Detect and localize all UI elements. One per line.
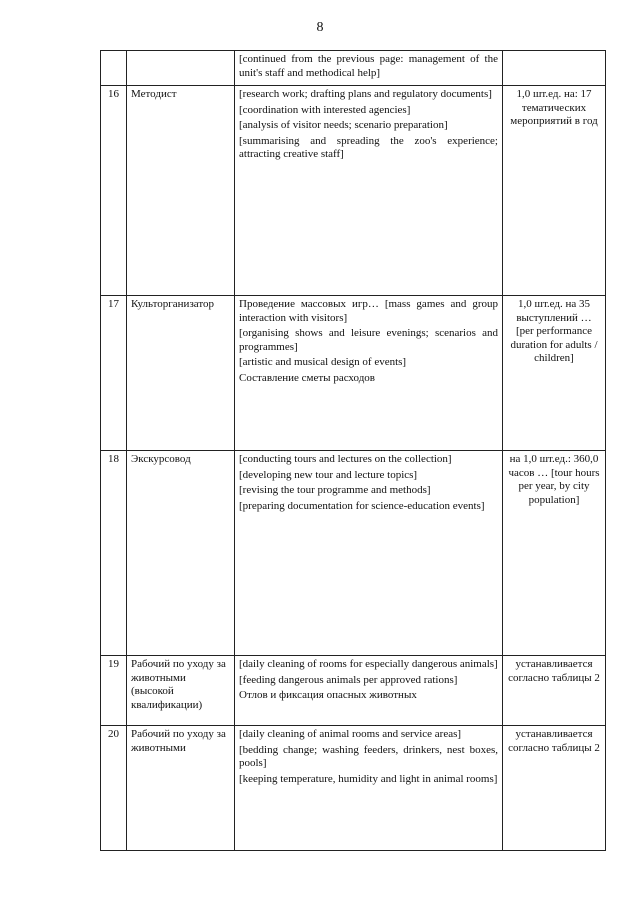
duty-line: Отлов и фиксация опасных животных [239, 689, 417, 701]
duty-line: Проведение массовых игр… [mass games and group interaction with visitors] [239, 298, 498, 324]
staff-norm: 1,0 шт.ед. на: 17 тематических мероприятий в год [503, 86, 606, 296]
duty-line: [developing new tour and lecture topics] [239, 468, 418, 481]
duties-cell [235, 51, 503, 86]
duty-line: [analysis of visitor needs; scenario preparation] [239, 119, 448, 131]
staff-norm [503, 51, 606, 86]
table-row [101, 51, 606, 86]
duty-line: [coordination with interested agencies] [239, 103, 411, 116]
duty-line: [summarising and spreading the zoo's experience; attracting creative staff] [239, 134, 498, 160]
row-number: 17 [101, 296, 127, 451]
duty-line: [preparing documentation for science-education events] [239, 499, 485, 512]
position-title: Культорганизатор [127, 296, 235, 451]
position-title: Рабочий по уходу за животными [127, 726, 235, 851]
duty-line: [artistic and musical design of events] [239, 356, 407, 368]
staff-norm: устанавливается согласно таблицы 2 [503, 726, 606, 851]
position-title [127, 51, 235, 86]
duty-line: [revising the tour programme and methods] [239, 484, 431, 496]
duty-line: [research work; drafting plans and regulatory documents] [239, 88, 492, 100]
duty-line: [daily cleaning of rooms for especially dangerous animals] [239, 658, 498, 670]
duty-line: Составление сметы расходов [239, 371, 375, 384]
table-row [101, 296, 606, 451]
duties-cell [235, 86, 503, 296]
table-row [101, 451, 606, 656]
row-number: 16 [101, 86, 127, 296]
duty-line: [conducting tours and lectures on the collection] [239, 453, 452, 465]
table-row [101, 726, 606, 851]
row-number: 19 [101, 656, 127, 726]
duties-cell [235, 451, 503, 656]
row-number: 18 [101, 451, 127, 656]
position-title: Экскурсовод [127, 451, 235, 656]
staff-norm: на 1,0 шт.ед.: 360,0 часов … [tour hours per year, by city population] [503, 451, 606, 656]
row-number: 20 [101, 726, 127, 851]
position-title: Методист [127, 86, 235, 296]
duty-line: [bedding change; washing feeders, drinkers, nest boxes, pools] [239, 743, 498, 769]
duties-cell [235, 656, 503, 726]
duty-line: [organising shows and leisure evenings; scenarios and programmes] [239, 327, 498, 353]
table-row [101, 656, 606, 726]
duty-line: [feeding dangerous animals per approved rations] [239, 673, 458, 686]
staff-norm: 1,0 шт.ед. на 35 выступлений … [per performance duration for adults / children] [503, 296, 606, 451]
duties-cell [235, 726, 503, 851]
table-row [101, 86, 606, 296]
staff-norm: устанавливается согласно таблицы 2 [503, 656, 606, 726]
duty-line: [keeping temperature, humidity and light in animal rooms] [239, 772, 498, 785]
page-number: 8 [316, 20, 324, 35]
duty-line: [continued from the previous page: management of the unit's staff and methodical help] [239, 53, 498, 79]
row-number [101, 51, 127, 86]
duties-table [100, 50, 606, 851]
position-title: Рабочий по уходу за животными (высокой квалификации) [127, 656, 235, 726]
duty-line: [daily cleaning of animal rooms and service areas] [239, 728, 462, 740]
duties-cell [235, 296, 503, 451]
